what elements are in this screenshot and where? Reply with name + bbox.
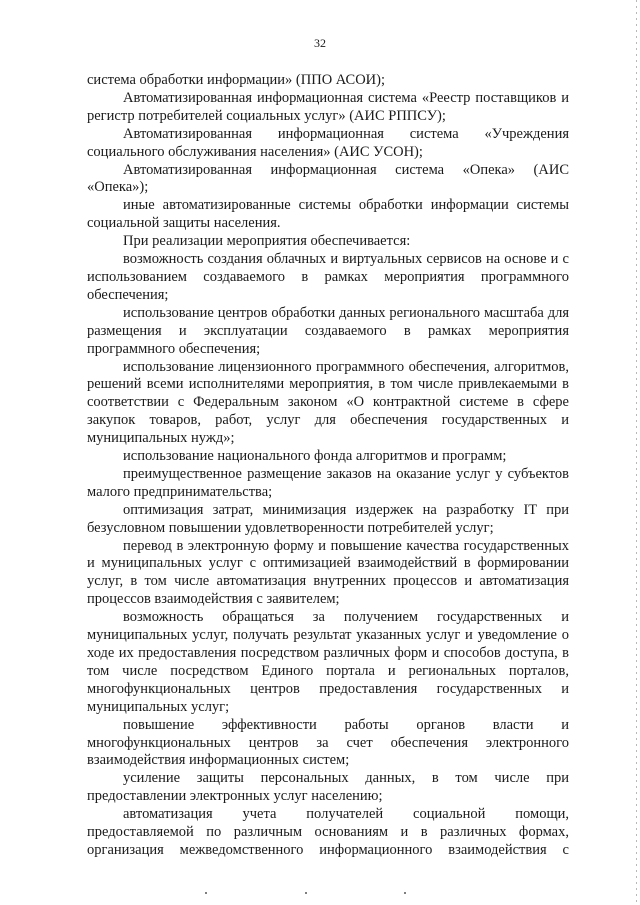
paragraph: оптимизация затрат, минимизация издержек на разработку IT при безусловном повышении удовлетворенности потребителей услуг;: [87, 501, 569, 536]
paragraph: иные автоматизированные системы обработки информации системы социальной защиты населения.: [87, 197, 569, 232]
paragraph: система обработки информации» (ППО АСОИ);: [87, 72, 386, 88]
paragraph: Автоматизированная информационная система «Опека» (АИС «Опека»);: [87, 161, 569, 196]
paragraph: возможность создания облачных и виртуальных сервисов на основе и с использованием создаваемого в рамках мероприятия программного обеспечения;: [87, 251, 569, 303]
paragraph: использование лицензионного программного обеспечения, алгоритмов, решений всеми исполнителями мероприятия, в том числе привлекаемыми в соответствии с Федеральным законом «О контрактной системе в сфере закупок товаров, работ, услуг для обеспечения государственных и муниципальных нужд»;: [87, 358, 569, 447]
paragraph: преимущественное размещение заказов на оказание услуг у субъектов малого предпринимательства;: [87, 465, 569, 500]
paragraph: При реализации мероприятия обеспечивается:: [123, 233, 411, 250]
document-body: [87, 72, 569, 860]
scan-speck: [404, 892, 406, 894]
paragraph: усиление защиты персональных данных, в том числе при предоставлении электронных услуг населению;: [87, 770, 569, 805]
paragraph: использование национального фонда алгоритмов и программ;: [123, 448, 507, 465]
scan-edge-line: [636, 0, 637, 905]
paragraph: Автоматизированная информационная система «Реестр поставщиков и регистр потребителей социальных услуг» (АИС РППСУ);: [87, 89, 569, 124]
paragraph: использование центров обработки данных регионального масштаба для размещения и эксплуатации создаваемого в рамках мероприятия программного обеспечения;: [87, 304, 569, 357]
scan-speck: [305, 892, 307, 894]
paragraph: перевод в электронную форму и повышение качества государственных и муниципальных услуг с оптимизацией взаимодействий в формировании услуг, в том числе автоматизация внутренних процессов и автоматизация процессов взаимодействия с заявителем;: [87, 537, 569, 608]
paragraph: Автоматизированная информационная система «Учреждения социального обслуживания населения» (АИС УСОН);: [87, 125, 569, 160]
page-number: 32: [314, 36, 326, 50]
paragraph: повышение эффективности работы органов власти и многофункциональных центров за счет обеспечения электронного взаимодействия информационных систем;: [87, 716, 569, 769]
paragraph: возможность обращаться за получением государственных и муниципальных услуг, получать результат указанных услуг и уведомление о ходе их предоставления посредством различных форм и способов доступа, в том числе посредством Единого портала и региональных порталов, многофункциональных центров предоставления государственных и муниципальных услуг;: [87, 609, 569, 715]
scan-speck: [205, 892, 207, 894]
paragraph: автоматизация учета получателей социальной помощи, предоставляемой по различным основаниям и в различных формах, организация межведомственного информационного взаимодействия с: [87, 806, 569, 858]
